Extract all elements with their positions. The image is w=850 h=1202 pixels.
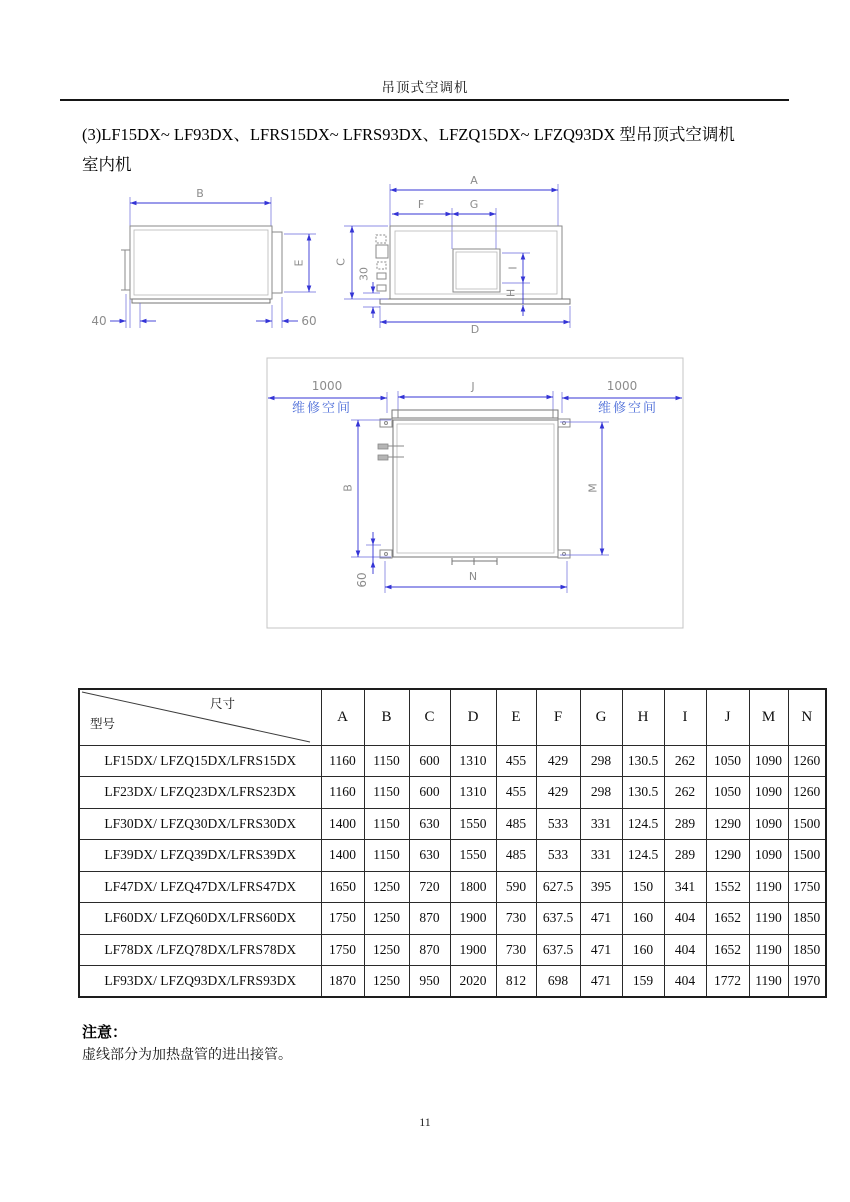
value-cell: 289 <box>664 840 706 872</box>
value-cell: 1552 <box>706 871 749 903</box>
value-cell: 1550 <box>450 840 496 872</box>
model-cell: LF39DX/ LFZQ39DX/LFRS39DX <box>79 840 321 872</box>
column-header-J: J <box>706 689 749 745</box>
value-cell: 298 <box>580 745 622 777</box>
value-cell: 1652 <box>706 903 749 935</box>
model-cell: LF30DX/ LFZQ30DX/LFRS30DX <box>79 808 321 840</box>
value-cell: 1310 <box>450 777 496 809</box>
corner-label-dimension: 尺寸 <box>210 697 236 711</box>
value-cell: 1250 <box>364 903 409 935</box>
value-cell: 1500 <box>788 840 826 872</box>
dim-label-m: M <box>586 483 600 493</box>
column-header-A: A <box>321 689 364 745</box>
value-cell: 331 <box>580 840 622 872</box>
dim-label-c: C <box>334 258 348 266</box>
column-header-D: D <box>450 689 496 745</box>
value-cell: 1260 <box>788 745 826 777</box>
page-number: 11 <box>419 1115 431 1129</box>
column-header-M: M <box>749 689 788 745</box>
corner-label-model: 型号 <box>90 717 116 731</box>
note-title: 注意： <box>82 1025 128 1041</box>
value-cell: 404 <box>664 966 706 998</box>
value-cell: 1090 <box>749 745 788 777</box>
technical-drawings <box>0 170 850 640</box>
value-cell: 1750 <box>788 871 826 903</box>
value-cell: 1090 <box>749 777 788 809</box>
service-space-label-right: 维修空间 <box>597 401 659 416</box>
value-cell: 485 <box>496 808 536 840</box>
value-cell: 1800 <box>450 871 496 903</box>
dim-label-30: 30 <box>357 267 371 281</box>
value-cell: 1400 <box>321 840 364 872</box>
value-cell: 1900 <box>450 934 496 966</box>
value-cell: 950 <box>409 966 450 998</box>
value-cell: 1150 <box>364 808 409 840</box>
value-cell: 1150 <box>364 777 409 809</box>
value-cell: 262 <box>664 745 706 777</box>
model-cell: LF93DX/ LFZQ93DX/LFRS93DX <box>79 966 321 998</box>
column-header-C: C <box>409 689 450 745</box>
value-cell: 262 <box>664 777 706 809</box>
dim-label-b: B <box>196 187 204 200</box>
value-cell: 1250 <box>364 871 409 903</box>
dim-label-e: E <box>292 259 306 267</box>
value-cell: 1310 <box>450 745 496 777</box>
table-header-row <box>79 689 826 745</box>
column-header-B: B <box>364 689 409 745</box>
value-cell: 429 <box>536 777 580 809</box>
value-cell: 485 <box>496 840 536 872</box>
value-cell: 1190 <box>749 871 788 903</box>
note-body: 虚线部分为加热盘管的进出接管。 <box>82 1048 292 1063</box>
column-header-G: G <box>580 689 622 745</box>
value-cell: 429 <box>536 745 580 777</box>
model-cell: LF60DX/ LFZQ60DX/LFRS60DX <box>79 903 321 935</box>
value-cell: 1550 <box>450 808 496 840</box>
value-cell: 1290 <box>706 840 749 872</box>
value-cell: 1250 <box>364 966 409 998</box>
value-cell: 637.5 <box>536 903 580 935</box>
dim-label-1000-right: 1000 <box>606 379 638 393</box>
service-space-label-left: 维修空间 <box>291 401 353 416</box>
section-title-line2: 室内机 <box>82 155 132 174</box>
value-cell: 870 <box>409 903 450 935</box>
page-header: 吊顶式空调机 <box>381 80 469 95</box>
value-cell: 160 <box>622 934 664 966</box>
value-cell: 1750 <box>321 903 364 935</box>
value-cell: 1870 <box>321 966 364 998</box>
column-header-I: I <box>664 689 706 745</box>
value-cell: 1190 <box>749 903 788 935</box>
column-header-H: H <box>622 689 664 745</box>
value-cell: 1650 <box>321 871 364 903</box>
value-cell: 720 <box>409 871 450 903</box>
value-cell: 159 <box>622 966 664 998</box>
value-cell: 2020 <box>450 966 496 998</box>
dim-label-40: 40 <box>91 314 107 328</box>
value-cell: 1500 <box>788 808 826 840</box>
table-row <box>79 777 826 809</box>
table-corner-cell <box>79 689 321 745</box>
value-cell: 1772 <box>706 966 749 998</box>
dim-label-d: D <box>470 323 480 336</box>
value-cell: 1190 <box>749 934 788 966</box>
value-cell: 1090 <box>749 808 788 840</box>
table-row <box>79 934 826 966</box>
value-cell: 590 <box>496 871 536 903</box>
table-row <box>79 966 826 998</box>
dim-label-n: N <box>468 570 478 583</box>
value-cell: 341 <box>664 871 706 903</box>
plan-view-drawing <box>267 358 683 628</box>
table-row <box>79 745 826 777</box>
value-cell: 455 <box>496 777 536 809</box>
model-cell: LF15DX/ LFZQ15DX/LFRS15DX <box>79 745 321 777</box>
value-cell: 289 <box>664 808 706 840</box>
dim-label-j: J <box>471 380 475 393</box>
value-cell: 1652 <box>706 934 749 966</box>
value-cell: 627.5 <box>536 871 580 903</box>
value-cell: 600 <box>409 745 450 777</box>
value-cell: 637.5 <box>536 934 580 966</box>
value-cell: 870 <box>409 934 450 966</box>
value-cell: 1250 <box>364 934 409 966</box>
value-cell: 1150 <box>364 745 409 777</box>
value-cell: 124.5 <box>622 808 664 840</box>
value-cell: 730 <box>496 903 536 935</box>
value-cell: 1160 <box>321 777 364 809</box>
value-cell: 404 <box>664 934 706 966</box>
table-row <box>79 808 826 840</box>
value-cell: 1970 <box>788 966 826 998</box>
dim-label-1000-left: 1000 <box>311 379 343 393</box>
value-cell: 1150 <box>364 840 409 872</box>
value-cell: 1260 <box>788 777 826 809</box>
value-cell: 1050 <box>706 777 749 809</box>
table-row <box>79 871 826 903</box>
value-cell: 812 <box>496 966 536 998</box>
model-cell: LF23DX/ LFZQ23DX/LFRS23DX <box>79 777 321 809</box>
column-header-N: N <box>788 689 826 745</box>
value-cell: 455 <box>496 745 536 777</box>
value-cell: 533 <box>536 840 580 872</box>
value-cell: 298 <box>580 777 622 809</box>
dim-label-plan-60: 60 <box>355 572 369 588</box>
value-cell: 698 <box>536 966 580 998</box>
value-cell: 404 <box>664 903 706 935</box>
value-cell: 1190 <box>749 966 788 998</box>
model-cell: LF47DX/ LFZQ47DX/LFRS47DX <box>79 871 321 903</box>
value-cell: 630 <box>409 840 450 872</box>
value-cell: 1160 <box>321 745 364 777</box>
table-body <box>79 745 826 997</box>
header-rule <box>60 99 789 101</box>
value-cell: 533 <box>536 808 580 840</box>
value-cell: 1050 <box>706 745 749 777</box>
dim-label-a: A <box>470 174 478 187</box>
value-cell: 150 <box>622 871 664 903</box>
model-cell: LF78DX /LFZQ78DX/LFRS78DX <box>79 934 321 966</box>
value-cell: 1400 <box>321 808 364 840</box>
value-cell: 124.5 <box>622 840 664 872</box>
dimension-table <box>78 688 827 998</box>
value-cell: 1850 <box>788 903 826 935</box>
value-cell: 1750 <box>321 934 364 966</box>
value-cell: 471 <box>580 966 622 998</box>
corner-diagonal-line <box>80 690 322 746</box>
value-cell: 160 <box>622 903 664 935</box>
value-cell: 331 <box>580 808 622 840</box>
value-cell: 130.5 <box>622 745 664 777</box>
value-cell: 1900 <box>450 903 496 935</box>
column-header-E: E <box>496 689 536 745</box>
value-cell: 1090 <box>749 840 788 872</box>
table-row <box>79 903 826 935</box>
value-cell: 1290 <box>706 808 749 840</box>
value-cell: 395 <box>580 871 622 903</box>
value-cell: 730 <box>496 934 536 966</box>
dim-label-g: G <box>469 198 479 211</box>
top-view-drawing <box>335 174 571 336</box>
column-header-F: F <box>536 689 580 745</box>
side-view-drawing <box>91 187 316 328</box>
value-cell: 471 <box>580 934 622 966</box>
table-row <box>79 840 826 872</box>
section-title-line1: (3)LF15DX~ LF93DX、LFRS15DX~ LFRS93DX、LFZQ15DX~ LFZQ93DX 型吊顶式空调机 <box>82 125 735 144</box>
dim-label-i: I <box>506 266 520 270</box>
value-cell: 130.5 <box>622 777 664 809</box>
dim-label-h: H <box>504 288 518 298</box>
dim-label-plan-b: B <box>341 484 355 492</box>
value-cell: 630 <box>409 808 450 840</box>
value-cell: 1850 <box>788 934 826 966</box>
dim-label-60: 60 <box>301 314 317 328</box>
value-cell: 600 <box>409 777 450 809</box>
dim-label-f: F <box>417 198 425 211</box>
value-cell: 471 <box>580 903 622 935</box>
